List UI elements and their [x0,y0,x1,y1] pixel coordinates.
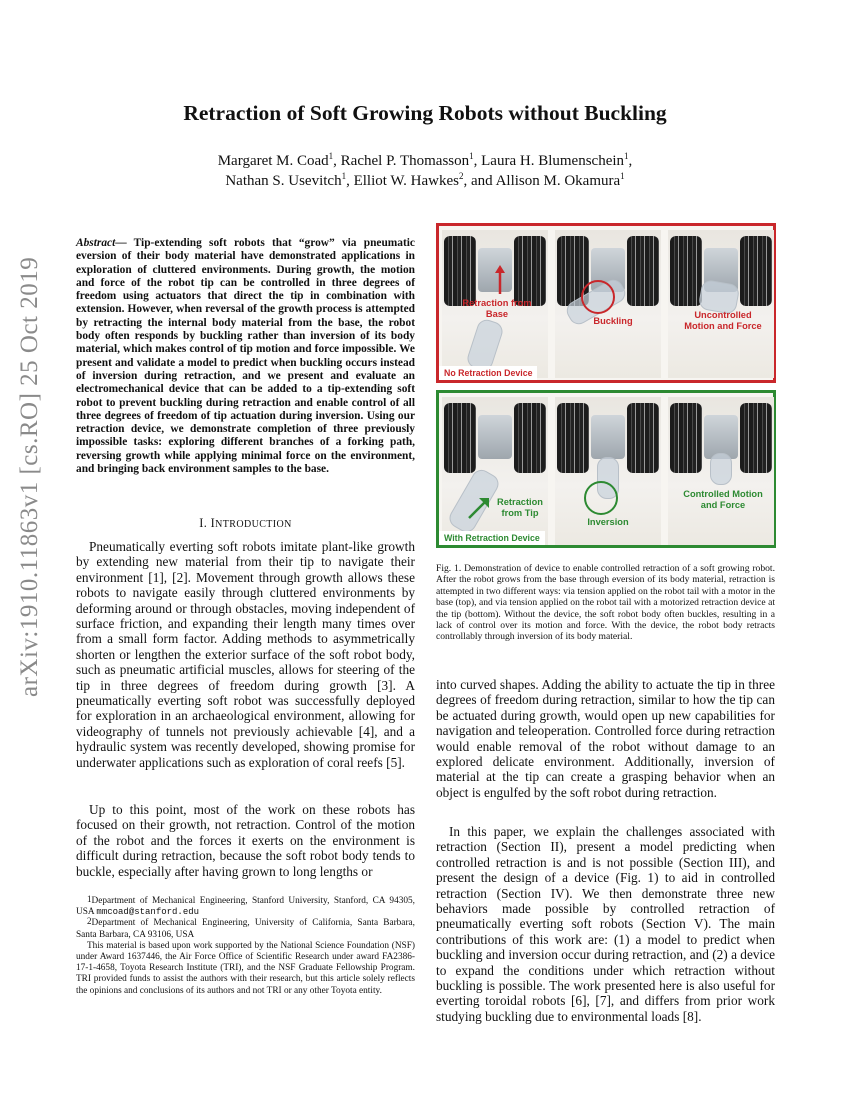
wheel [444,403,476,473]
robot-base [478,415,512,459]
label-uncontrolled: Uncontrolled Motion and Force [684,310,762,331]
affiliation-sup: 1 [624,151,629,161]
robot-body [710,453,732,485]
footnote-funding: This material is based upon work supported by the National Science Foundation (NSF) under Award 1637446, the Air Force Office of Scientific Research under award FA2386-17-1-4658, Toyota Research Institute (TRI), and the NSF Graduate Fellowship Program. TRI provided funds to assist the authors with their research, but this article solely reflects the opinions and conclusions of its authors and not TRI or any other Toyota entity. [76,940,415,996]
inversion-circle-icon [584,481,618,515]
affiliation-sup: 1 [469,151,474,161]
label-retraction-from-base: Retraction from Base [462,298,532,319]
footnote-sup: 1 [87,894,92,904]
author: Nathan S. Usevitch [225,173,342,189]
figure-panel-no-device [436,223,776,383]
wheel [670,236,702,306]
panel-tag-with-device: With Retraction Device [439,531,545,545]
photo-retraction-from-tip [442,397,548,545]
footnote-text: Department of Mechanical Engineering, University of California, Santa Barbara, Santa Barbara, CA 93106, USA [76,918,415,940]
abstract-label: Abstract [76,237,116,249]
wheel [514,236,546,306]
intro-paragraph-1: Pneumatically everting soft robots imitate plant-like growth by extending new material from their tip to navigate their environment [1], [2]. Movement through growth allows these robots to navigate easily through cluttered environments by deforming around or through obstacles, moving independent of surface friction, and expanding their length many times over from a small form factor. Adding methods to asymmetrically shorten or lengthen the exterior surface of the soft robot body, such as pneumatic artificial muscles, allows for steering of the tip in three degrees of freedom during growth [3]. A pneumatically everting soft robot was successfully deployed for exploration in an archaeological environment, allowing for videography of tunnels not previously achievable [4], and a hydraulic system was recently developed, showing promise for underwater applications such as exploration of coral reefs [5]. [76,539,415,770]
panel-tag-no-device: No Retraction Device [439,366,537,380]
abstract [76,237,415,476]
right-paragraph-2: In this paper, we explain the challenges associated with retraction (Section II), present a model predicting when controlled retraction is and is not possible (Section III), and present the design of a device (Fig. 1) to aid in controlled retraction (Section IV). We then demonstrate three new behaviors made possible by controlled retraction of pneumatically everting soft robots (Section V). The main contributions of this work are: (1) a model to predict when buckling and inversion occur during retraction, and (2) a device to expand the conditions under which retraction without buckling is possible. The work presented here is also useful for everting toroidal robots [6], [7], and differs from prior work studying buckling due to environmental loads [8]. [436,824,775,1024]
label-retraction-from-tip: Retraction from Tip [497,497,543,518]
affiliation-sup: 1 [341,171,347,181]
authors-line-2: Nathan S. Usevitch$^1$, Elliot W. Hawkes$^2$, and Allison M. Okamura$^1$ [225,171,625,189]
diagonal-arrow-icon [466,495,492,521]
wheel [557,403,589,473]
section-title-rest: NTRODUCTION [215,519,292,530]
arxiv-identifier: arXiv:1910.11863v1 [cs.RO] 25 Oct 2019 [16,256,43,697]
author: Elliot W. Hawkes [353,173,459,189]
figure-caption: Fig. 1. Demonstration of device to enable controlled retraction of a soft growing robot. After the robot grows from the base through eversion of its body material, retraction is attempted in two different ways: via tension applied on the robot tail with a motor in the base (top), and via tension applied on the robot tail with a motorized retraction device at the tip (bottom). Without the device, the soft robot body often buckles, resulting in a lack of control over its motion and force. With the device, the robot body retracts controllably through inversion of its body material. [436,563,775,643]
footnote-2 [76,918,415,940]
footnotes [76,896,415,997]
authors-line-1: Margaret M. Coad$^1$, Rachel P. Thomasson$^1$, Laura H. Blumenschein$^1$, [217,151,633,169]
robot-base [591,415,625,459]
intro-paragraph-2: Up to this point, most of the work on these robots has focused on their growth, not retraction. Control of the motion of the robot and the forces it exerts on the environment is difficult during retraction, because the soft robot body tends to buckle, especially after having grown to long lengths or [76,802,415,879]
wheel [444,236,476,306]
author: Rachel P. Thomasson [340,153,470,169]
figure-panel-with-device [436,390,776,548]
abstract-text: — Tip-extending soft robots that “grow” via pneumatic eversion of their body material have demonstrated applications in exploration of cluttered environments. During growth, the motion and force of the robot tip can be controlled in three degrees of freedom using actuators that direct the tip in combination with extension. However, when reversal of the growth process is attempted by retracting the internal body material from the base, the robot body often responds by buckling rather than inversion of its body material, which makes control of tip motion and force impossible. We present and validate a model to predict when buckling occurs instead of inversion during retraction, and we present and evaluate an electromechanical device that can be added to a tip-extending soft robot to prevent buckling during retraction and enable control of all three degrees of freedom of tip actuation during inversion. Using our retraction device, we demonstrate completion of three previously impossible tasks: exploring different branches of a forking path, reversing growth while applying minimal force on the environment, and bringing back environment samples to the base. [76,237,415,476]
footnote-1 [76,896,415,918]
photo-buckling [555,230,661,378]
wheel [740,403,772,473]
wheel [627,236,659,306]
photo-inversion [555,397,661,545]
footnote-sup: 2 [87,916,92,927]
photo-controlled [668,397,774,545]
email: mmcoad@stanford.edu [96,907,200,918]
affiliation-sup: 1 [620,171,625,181]
affiliation-sup: 1 [328,151,334,161]
wheel [670,403,702,473]
label-buckling: Buckling [593,316,633,326]
up-arrow-icon [494,264,506,296]
paper-title: Retraction of Soft Growing Robots without Buckling [183,101,667,125]
robot-body [465,317,505,373]
photo-uncontrolled [668,230,774,378]
affiliation-sup: 2 [459,171,464,181]
section-heading-introduction [76,516,415,531]
wheel [740,236,772,306]
right-paragraph-1: into curved shapes. Adding the ability to actuate the tip in three degrees of freedom during retraction, similar to how the tip can be actuated during growth, would open up new capabilities for navigation and teleoperation. Controlled force during retraction would enable removal of the robot without damage to an explored delicate environment. Additionally, inversion of material at the tip can create a grasping behavior when an object is engulfed by the soft robot during retraction. [436,677,775,800]
photo-retraction-from-base [442,230,548,378]
author: Margaret M. Coad [217,153,329,169]
author: and Allison M. Okamura [471,173,621,189]
section-number: I. [199,516,211,530]
wheel [627,403,659,473]
wheel [514,403,546,473]
label-inversion: Inversion [587,517,629,527]
section-title-initial: I [210,516,216,530]
label-controlled: Controlled Motion and Force [683,489,763,510]
buckling-circle-icon [581,280,615,314]
author: Laura H. Blumenschein [481,153,625,169]
footnote-text: Department of Mechanical Engineering, Stanford University, Stanford, CA 94305, USA [76,896,415,918]
